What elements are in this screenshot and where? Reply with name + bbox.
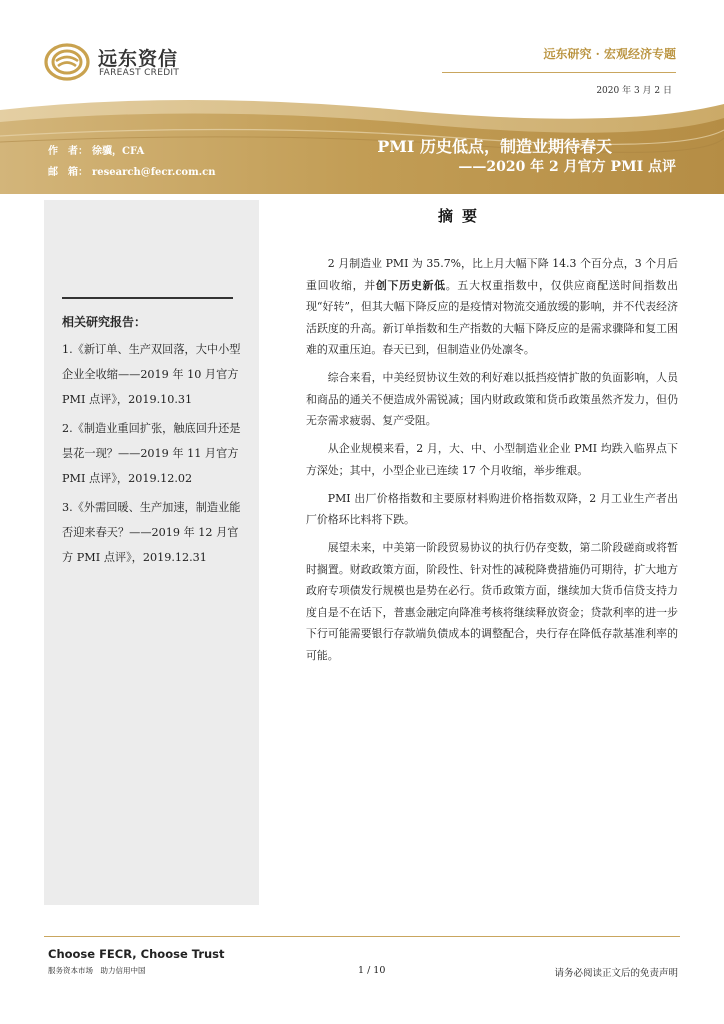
email-line (48, 163, 216, 178)
related-report-item[interactable]: 1.《新订单、生产双回落，大中小型企业全收缩——2019 年 10 月官方 PMI 点评》，2019.10.31 (62, 343, 241, 406)
paragraph-text: 2 月制造业 PMI 为 35.7%，比上月大幅下降 14.3 个百分点，3 个月后重回收缩，并 (306, 257, 678, 292)
email-label: 邮 箱： (48, 167, 88, 178)
fecr-logo (44, 42, 194, 82)
footer-divider (44, 936, 680, 937)
abstract-paragraph: 展望未来，中美第一阶段贸易协议的执行仍存变数，第二阶段磋商或将暂时搁置。财政政策方面，阶段性、针对性的减税降费措施仍可期待，扩大地方政府专项债发行规模也是势在必行。货币政策方面，继续加大货币信贷支持力度自是不在话下，普惠金融定向降准考核将继续释放资金；贷款利率的进一步下行可能需要银行存款端负债成本的调整配合，央行存在降低存款基准利率的可能。 (306, 541, 678, 662)
sidebar-divider (62, 297, 233, 299)
abstract-body (306, 253, 678, 673)
abstract-paragraph (306, 253, 678, 361)
author-label: 作 者： (48, 146, 88, 157)
report-date: 2020 年 3 月 2 日 (596, 86, 672, 96)
author-line (48, 142, 144, 157)
related-reports-list (62, 337, 242, 574)
author-name: 徐骥，CFA (92, 146, 145, 157)
author-email[interactable]: research@fecr.com.cn (92, 167, 216, 178)
logo-english-name: FAREAST CREDIT (99, 68, 180, 78)
page-number: 1 / 10 (358, 965, 386, 976)
header-divider (442, 72, 676, 73)
paragraph-text: 。五大权重指数中，仅供应商配送时间指数出现“好转”，但其大幅下降反应的是疫情对物流交通放缓的影响，并不代表经济活跃度的升高。新订单指数和生产指数的大幅下降反应的是需求骤降和复工困难的双重压迫。春天已到，但制造业仍处凛冬。 (306, 278, 678, 356)
report-title: PMI 历史低点，制造业期待春天 (377, 137, 612, 156)
footer-slogan-chinese: 服务资本市场 助力信用中国 (48, 966, 146, 975)
related-report-item[interactable]: 2.《制造业重回扩张，触底回升还是昙花一现？——2019 年 11 月官方 PMI 点评》，2019.12.02 (62, 422, 241, 485)
fecr-logo-mark-icon (44, 42, 90, 82)
logo-chinese-name: 远东资信 (98, 48, 179, 70)
related-report-item[interactable]: 3.《外需回暖、生产加速，制造业能否迎来春天？——2019 年 12 月官方 PMI 点评》，2019.12.31 (62, 501, 241, 564)
abstract-heading: 摘要 (438, 207, 487, 225)
footer-slogan: Choose FECR, Choose Trust (48, 947, 225, 961)
disclaimer-note: 请务必阅读正文后的免责声明 (554, 968, 678, 979)
abstract-paragraph: 从企业规模来看，2 月，大、中、小型制造业企业 PMI 均跌入临界点下方深处；其中，小型企业已连续 17 个月收缩，举步维艰。 (306, 442, 678, 477)
abstract-paragraph: 综合来看，中美经贸协议生效的利好难以抵挡疫情扩散的负面影响，人员和商品的通关不便造成外需锐减；国内财政政策和货币政策虽然齐发力，但仍无奈需求疲弱、复产受阻。 (306, 371, 678, 427)
related-reports-heading: 相关研究报告： (62, 315, 147, 329)
report-subtitle: ——2020 年 2 月官方 PMI 点评 (458, 159, 676, 175)
abstract-paragraph: PMI 出厂价格指数和主要原材料购进价格指数双降，2 月工业生产者出厂价格环比料将下跌。 (306, 491, 678, 526)
highlight-text: 创下历史新低 (375, 278, 446, 292)
report-series-label: 远东研究 · 宏观经济专题 (543, 47, 676, 61)
